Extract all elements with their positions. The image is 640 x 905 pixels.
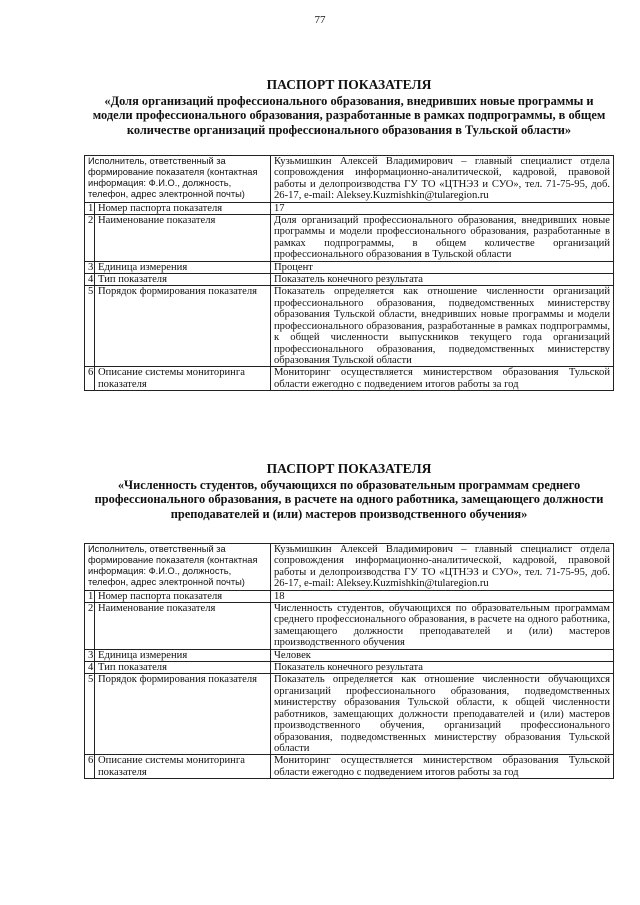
row-value: 17 — [271, 202, 614, 214]
table-row — [85, 261, 614, 273]
row-number: 1 — [85, 202, 95, 214]
table-row — [85, 662, 614, 674]
executor-row — [85, 156, 614, 203]
passport-1-subtitle: «Доля организаций профессионального образования, внедривших новые программы и модели профессионального образования, разработанные в рамках подпрограммы, в общем количестве организаций профессионального образования в Тульской области» — [92, 94, 606, 137]
row-label: Тип показателя — [95, 662, 271, 674]
row-value: Доля организаций профессионального образования, внедривших новые программы и модели профессионального образования, разработанные в рамках подпрограммы, в общем количестве организаций профессионального образования в Тульской области — [271, 215, 614, 262]
table-row — [85, 755, 614, 779]
executor-row — [85, 544, 614, 591]
row-value: Показатель определяется как отношение численности обучающихся организаций профессионального образования, подведомственных министерству образования Тульской области, к общей численности работников, замещающих должности преподавателей и (или) мастеров производственного обучения, организаций профессионального образования, подведомственных министерству образования Тульской области — [271, 674, 614, 755]
row-value: Показатель определяется как отношение численности организаций профессионального образования, подведомственных министерству образования Тульской области, внедривших новые программы и модели профессионального образования, разработанные в рамках подпрограммы, к общей численности выпускников текущего года организаций профессионального образования, подведомственных министерству образования Тульской области — [271, 286, 614, 367]
table-row — [85, 649, 614, 661]
row-value: Показатель конечного результата — [271, 662, 614, 674]
table-row — [85, 603, 614, 650]
row-number: 5 — [85, 674, 95, 755]
table-row — [85, 202, 614, 214]
executor-value: Кузьмишкин Алексей Владимирович – главный специалист отдела сопровождения информационно-аналитической, кадровой, правовой работы и делопроизводства ГУ ТО «ЦТНЭЗ и СУО», тел. 71-75-95, доб. 26-17, e-mail: Aleksey.Kuzmishkin@tularegion.ru — [271, 544, 614, 591]
executor-value: Кузьмишкин Алексей Владимирович – главный специалист отдела сопровождения информационно-аналитической, кадровой, правовой работы и делопроизводства ГУ ТО «ЦТНЭЗ и СУО», тел. 71-75-95, доб. 26-17, e-mail: Aleksey.Kuzmishkin@tularegion.ru — [271, 156, 614, 203]
row-label: Описание системы мониторинга показателя — [95, 367, 271, 391]
row-label: Номер паспорта показателя — [95, 202, 271, 214]
row-label: Тип показателя — [95, 274, 271, 286]
row-number: 2 — [85, 603, 95, 650]
row-number: 3 — [85, 649, 95, 661]
row-value: Человек — [271, 649, 614, 661]
row-label: Наименование показателя — [95, 603, 271, 650]
row-number: 6 — [85, 755, 95, 779]
row-label: Единица измерения — [95, 649, 271, 661]
passport-2-table — [84, 543, 614, 779]
row-value: Процент — [271, 261, 614, 273]
table-row — [85, 590, 614, 602]
table-row — [85, 286, 614, 367]
row-number: 4 — [85, 662, 95, 674]
table-row — [85, 274, 614, 286]
row-number: 4 — [85, 274, 95, 286]
row-value: 18 — [271, 590, 614, 602]
passport-2-subtitle: «Численность студентов, обучающихся по образовательным программам среднего профессионального образования, в расчете на одного работника, замещающего должности преподавателей и (или) мастеров производственного обучения» — [94, 478, 604, 521]
executor-label: Исполнитель, ответственный за формирование показателя (контактная информация: Ф.И.О., должность, телефон, адрес электронной почты) — [85, 544, 271, 591]
row-label: Номер паспорта показателя — [95, 590, 271, 602]
row-number: 6 — [85, 367, 95, 391]
executor-label: Исполнитель, ответственный за формирование показателя (контактная информация: Ф.И.О., должность, телефон, адрес электронной почты) — [85, 156, 271, 203]
table-row — [85, 215, 614, 262]
row-label: Порядок формирования показателя — [95, 674, 271, 755]
row-label: Единица измерения — [95, 261, 271, 273]
row-number: 2 — [85, 215, 95, 262]
row-value: Мониторинг осуществляется министерством образования Тульской области ежегодно с подведением итогов работы за год — [271, 367, 614, 391]
passport-1-table — [84, 155, 614, 391]
row-number: 5 — [85, 286, 95, 367]
passport-1-heading: ПАСПОРТ ПОКАЗАТЕЛЯ — [266, 77, 432, 92]
table-row — [85, 674, 614, 755]
row-label: Порядок формирования показателя — [95, 286, 271, 367]
table-row — [85, 367, 614, 391]
row-label: Наименование показателя — [95, 215, 271, 262]
row-value: Численность студентов, обучающихся по образовательным программам среднего профессионального образования, в расчете на одного работника, замещающего должности преподавателей и (или) мастеров производственного обучения — [271, 603, 614, 650]
row-label: Описание системы мониторинга показателя — [95, 755, 271, 779]
page-number: 77 — [314, 14, 326, 26]
row-number: 3 — [85, 261, 95, 273]
passport-2-heading: ПАСПОРТ ПОКАЗАТЕЛЯ — [266, 461, 432, 476]
row-number: 1 — [85, 590, 95, 602]
row-value: Мониторинг осуществляется министерством образования Тульской области ежегодно с подведением итогов работы за год — [271, 755, 614, 779]
row-value: Показатель конечного результата — [271, 274, 614, 286]
